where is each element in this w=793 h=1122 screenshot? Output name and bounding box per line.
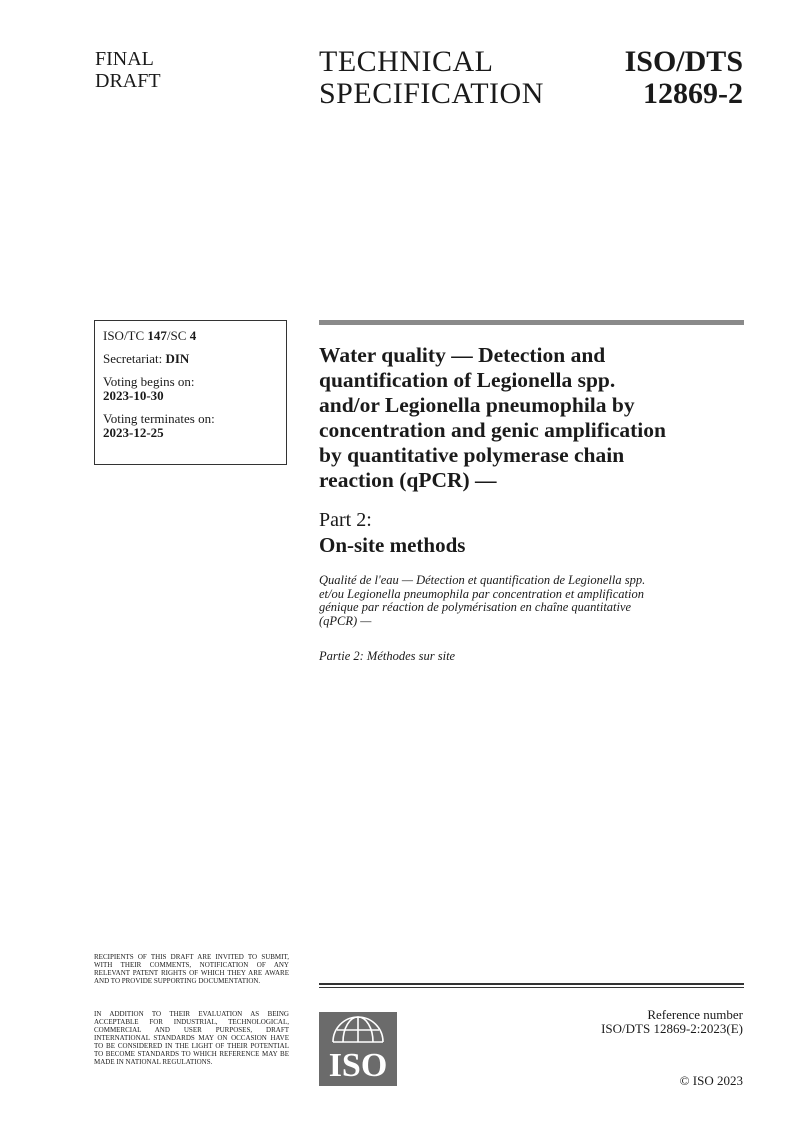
iso-logo (319, 1012, 397, 1086)
status-notice: IN ADDITION TO THEIR EVALUATION AS BEING ACCEPTABLE FOR INDUSTRIAL, TECHNOLOGICAL, COMMERCIAL AND USER PURPOSES, DRAFT INTERNATIONAL STANDARDS MAY ON OCCASION HAVE TO BE CONSIDERED IN THE LIGHT OF THEIR POTENTIAL TO BECOME STANDARDS TO WHICH REFERENCE MAY BE MADE IN NATIONAL REGULATIONS. (94, 1010, 289, 1066)
title-line: reaction (qPCR) — (319, 468, 497, 492)
committee-info-box (94, 320, 287, 465)
part-title: On-site methods (319, 533, 466, 557)
voting-begins (103, 375, 278, 403)
iso-logo-text: ISO (328, 1047, 388, 1084)
voting-ends (103, 412, 278, 440)
document-id-line2: 12869-2 (643, 77, 743, 110)
french-title-line: et/ou Legionella pneumophila par concentration et amplification (319, 586, 644, 601)
secretariat-line (103, 352, 278, 366)
draft-status-line2: DRAFT (95, 70, 161, 92)
reference-label: Reference number (647, 1007, 743, 1022)
voting-begins-label: Voting begins on: (103, 374, 195, 389)
french-title (319, 574, 739, 628)
document-id-line1: ISO/DTS (624, 45, 743, 78)
document-title (319, 343, 749, 493)
french-part-title: Partie 2: Méthodes sur site (319, 649, 456, 663)
draft-status-line1: FINAL (95, 48, 154, 70)
footer-rule-bottom (319, 987, 744, 988)
voting-ends-label: Voting terminates on: (103, 411, 215, 426)
iso-globe-icon (319, 1012, 397, 1086)
title-line: Water quality — Detection and (319, 343, 606, 367)
reference-value: ISO/DTS 12869-2:2023(E) (601, 1021, 743, 1036)
committee-tc: 147 (147, 328, 167, 343)
french-title-line: (qPCR) — (319, 613, 372, 628)
voting-ends-date: 2023-12-25 (103, 425, 164, 440)
patent-notice: RECIPIENTS OF THIS DRAFT ARE INVITED TO SUBMIT, WITH THEIR COMMENTS, NOTIFICATION OF ANY RELEVANT PATENT RIGHTS OF WHICH THEY ARE AWARE AND TO PROVIDE SUPPORTING DOCUMENTATION. (94, 953, 289, 985)
part-label: Part 2: (319, 509, 372, 531)
draft-status (95, 48, 161, 92)
copyright: © ISO 2023 (679, 1073, 743, 1088)
french-title-line: génique par réaction de polymérisation en chaîne quantitative (319, 600, 632, 614)
committee-sc: 4 (189, 328, 197, 343)
title-rule (319, 320, 744, 325)
title-line: quantification of Legionella spp. (319, 368, 616, 392)
committee-sep: /SC (166, 328, 190, 343)
title-line: by quantitative polymerase chain (319, 443, 625, 467)
committee-line (103, 329, 278, 343)
footer-rule-top (319, 983, 744, 985)
title-line: concentration and genic amplification (319, 418, 666, 442)
document-type (319, 46, 544, 110)
reference-number (601, 1008, 743, 1036)
french-title-line: Qualité de l'eau — Détection et quantification de Legionella spp. (319, 573, 646, 587)
document-id (625, 46, 743, 110)
document-type-line2: SPECIFICATION (319, 77, 544, 110)
voting-begins-date: 2023-10-30 (103, 388, 164, 403)
document-type-line1: TECHNICAL (319, 45, 494, 78)
committee-prefix: ISO/TC (103, 328, 148, 343)
title-line: and/or Legionella pneumophila by (319, 393, 635, 417)
secretariat-value: DIN (165, 351, 190, 366)
secretariat-label: Secretariat: (103, 351, 166, 366)
